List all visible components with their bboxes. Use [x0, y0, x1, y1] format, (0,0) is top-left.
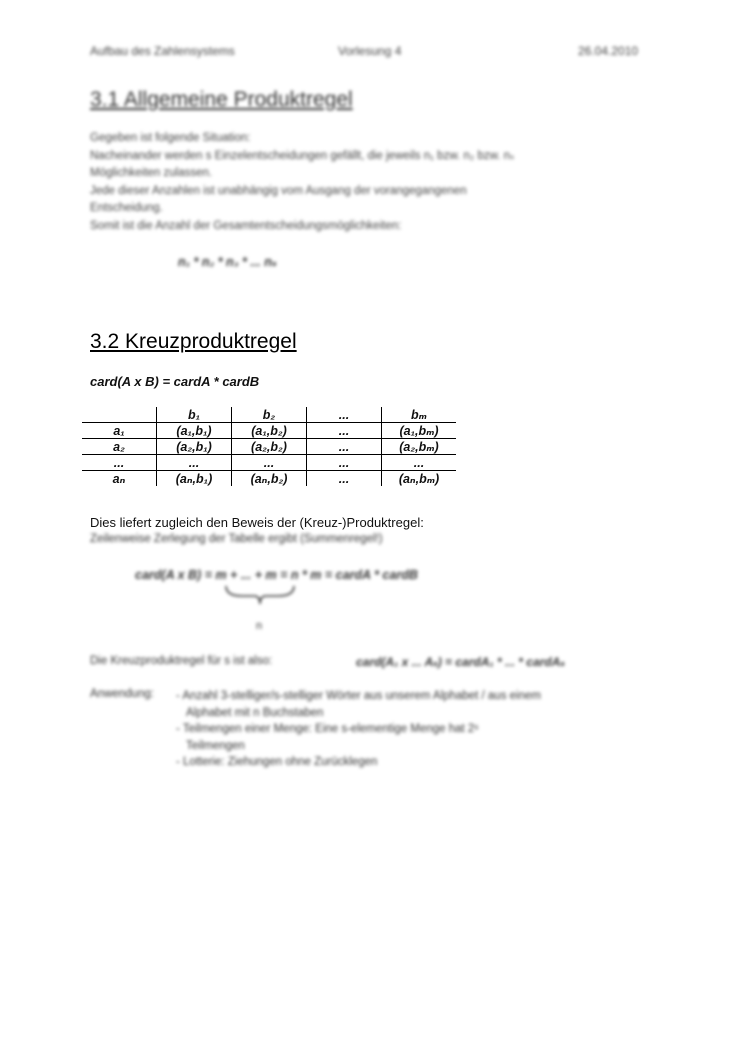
list-item: - Teilmengen einer Menge: Eine s-elementige Menge hat 2ˢ	[176, 723, 479, 735]
table-cell: (a₂,bₘ)	[382, 439, 457, 455]
table-cell: ...	[82, 455, 157, 471]
proof-formula: card(A x B) = m + ... + m = n * m = cardA * cardB	[135, 568, 418, 582]
application-list	[176, 688, 696, 771]
table-cell: ...	[307, 455, 382, 471]
table-cell: a₁	[82, 423, 157, 439]
table-header-row	[82, 407, 456, 423]
proof-subline: Zeilenweise Zerlegung der Tabelle ergibt (Summenregel!)	[90, 533, 383, 545]
section1-line: Jede dieser Anzahlen ist unabhängig vom Ausgang der vorangegangenen	[90, 184, 467, 197]
table-cell: (aₙ,b₂)	[232, 471, 307, 487]
list-item: - Lotterie: Ziehungen ohne Zurücklegen	[176, 756, 378, 768]
proof-intro: Dies liefert zugleich den Beweis der (Kreuz-)Produktregel:	[90, 515, 424, 530]
table-cell: ...	[307, 471, 382, 487]
table-cell: b₂	[232, 407, 307, 423]
list-item: Alphabet mit n Buchstaben	[186, 706, 324, 719]
table-cell: (aₙ,bₘ)	[382, 471, 457, 487]
list-item: Teilmengen	[186, 739, 245, 752]
card-formula: card(A x B) = cardA * cardB	[90, 374, 260, 389]
table-cell: ...	[307, 423, 382, 439]
section1-line: Gegeben ist folgende Situation:	[90, 132, 251, 144]
section1-title: 3.1 Allgemeine Produktregel	[90, 88, 353, 111]
table-cell: ...	[382, 455, 457, 471]
application-label: Anwendung:	[90, 688, 154, 700]
section1-line: Nacheinander werden s Einzelentscheidungen gefällt, die jeweils n₁ bzw. n₂ bzw. nₛ	[90, 149, 515, 162]
table-row	[82, 423, 456, 439]
underbrace-icon	[224, 584, 296, 606]
table-cell: ...	[307, 407, 382, 423]
table-cell	[82, 407, 157, 423]
section1-line: Somit ist die Anzahl der Gesamtentscheidungsmöglichkeiten:	[90, 219, 402, 232]
section1-text	[90, 130, 650, 235]
general-rule-label: Die Kreuzproduktregel für s ist also:	[90, 655, 273, 667]
table-cell: a₂	[82, 439, 157, 455]
table-cell: (a₁,bₘ)	[382, 423, 457, 439]
table-cell: bₘ	[382, 407, 457, 423]
header-left: Aufbau des Zahlensystems	[90, 44, 235, 58]
product-formula: n₁ * n₂ * n₃ * ... nₛ	[178, 255, 277, 269]
table-cell: (a₂,b₁)	[157, 439, 232, 455]
table-cell: (a₂,b₂)	[232, 439, 307, 455]
header-center: Vorlesung 4	[338, 44, 402, 58]
cross-product-table	[82, 407, 456, 486]
table-cell: (a₁,b₁)	[157, 423, 232, 439]
section1-line: Entscheidung.	[90, 202, 163, 214]
section2-title: 3.2 Kreuzproduktregel	[90, 330, 297, 353]
table-row	[82, 455, 456, 471]
table-cell: b₁	[157, 407, 232, 423]
table-cell: ...	[232, 455, 307, 471]
table-cell: ...	[157, 455, 232, 471]
section1-line: Möglichkeiten zulassen.	[90, 167, 213, 179]
table-cell: ...	[307, 439, 382, 455]
table-row	[82, 439, 456, 455]
brace-label: n	[256, 620, 263, 632]
header-right: 26.04.2010	[578, 44, 639, 58]
table-row	[82, 471, 456, 487]
table-cell: aₙ	[112, 472, 126, 486]
general-rule-formula: card(A₁ x ... Aₛ) = cardA₁ * ... * cardAₛ	[356, 655, 565, 669]
table-cell: (aₙ,b₁)	[157, 471, 232, 487]
table-cell: (a₁,b₂)	[232, 423, 307, 439]
list-item: - Anzahl 3-stelliger/s-stelliger Wörter aus unserem Alphabet / aus einem	[176, 690, 541, 702]
